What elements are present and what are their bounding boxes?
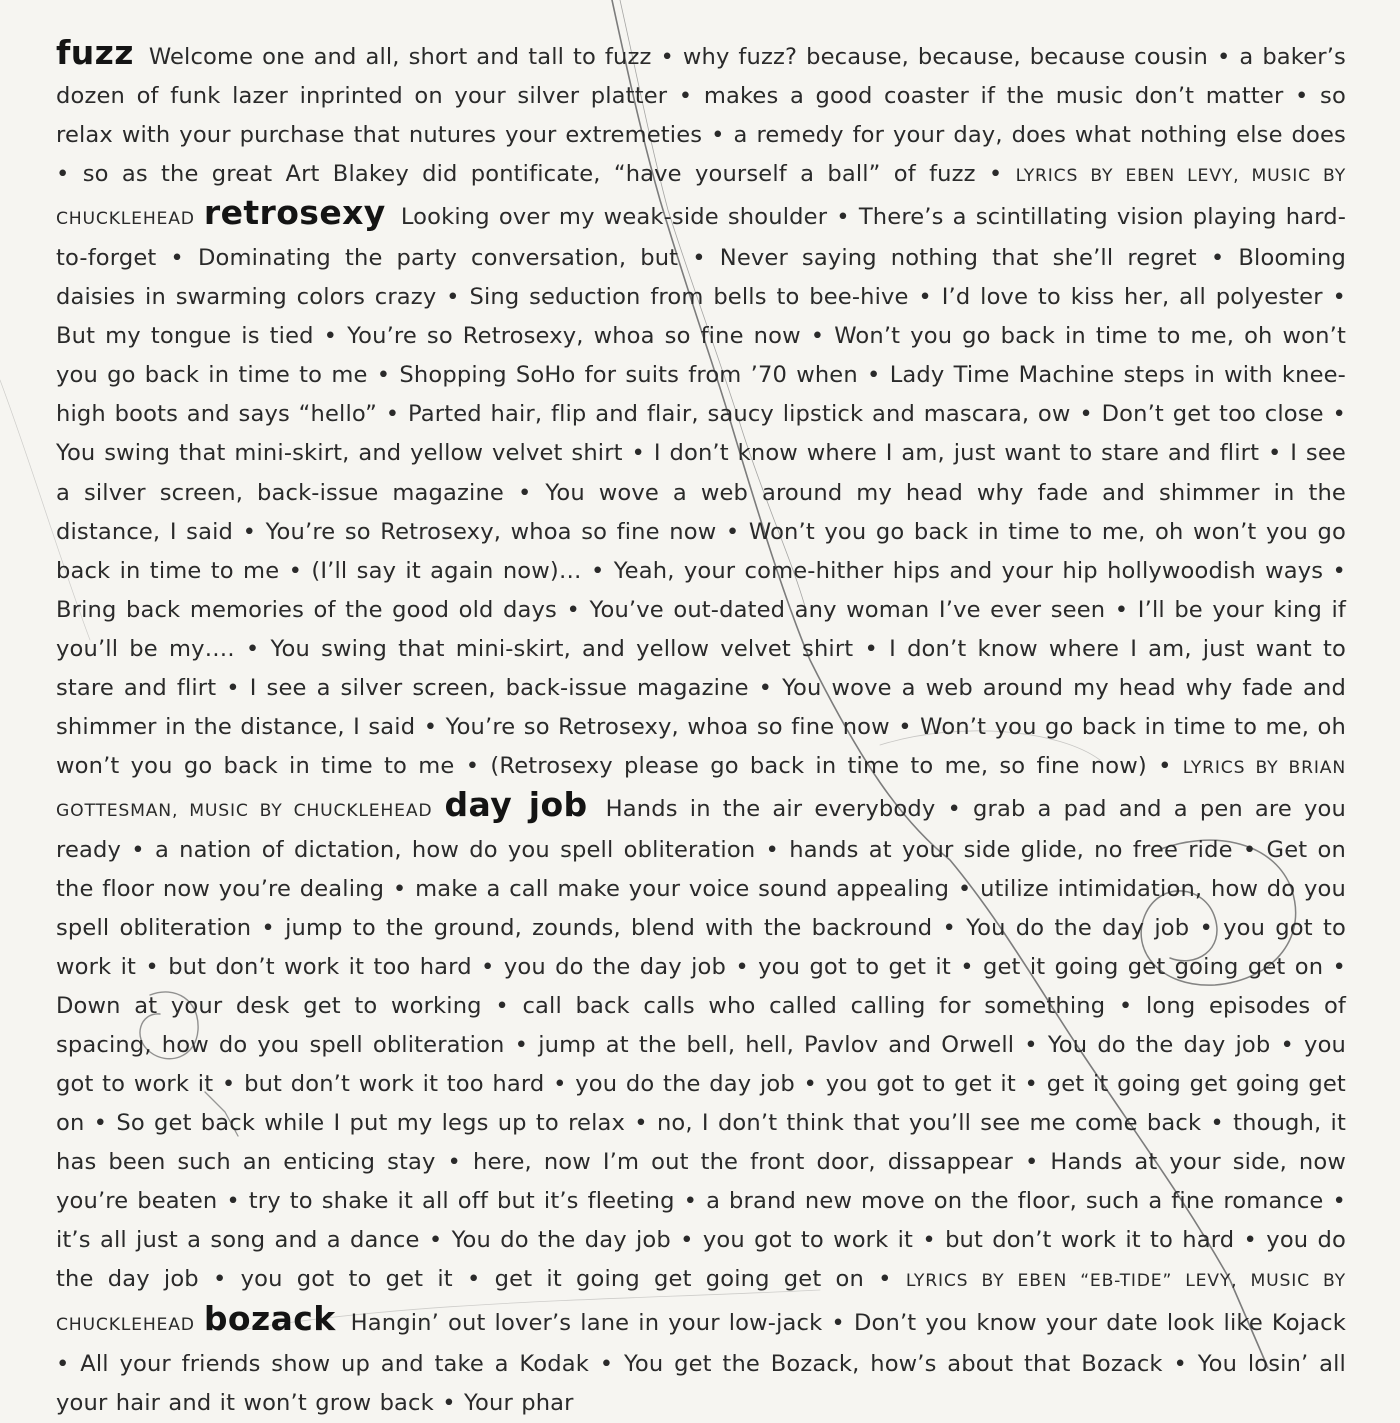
bullet-separator: • [678, 83, 693, 110]
bullet-separator: • [442, 1389, 456, 1416]
lyric-line: here, now I’m out the front door, dissappear [473, 1149, 1013, 1176]
bullet-separator: • [960, 954, 974, 981]
lyric-line: Shopping SoHo for suits from ’70 when [399, 362, 858, 389]
lyric-line: Blooming daisies in swarming colors crazy [56, 245, 1346, 311]
bullet-separator: • [1024, 1071, 1039, 1098]
lyric-line: You’re so Retrosexy, whoa so fine now [347, 323, 801, 350]
lyric-line: Bring back memories of the good old days [56, 596, 557, 623]
lyric-line: why fuzz? because, because, because cousin [682, 44, 1209, 70]
bullet-separator: • [1267, 440, 1282, 467]
bullet-separator: • [423, 713, 438, 740]
bullet-separator: • [898, 713, 912, 740]
lyric-line: a baker’s dozen of funk lazer inprinted on your silver platter [56, 44, 1346, 110]
song-title-fuzz: fuzz [56, 33, 134, 72]
lyric-line: but don’t work it to hard [945, 1227, 1235, 1254]
lyric-line: Welcome one and all, short and tall to fuzz [148, 44, 652, 70]
bullet-separator: • [1118, 993, 1133, 1020]
lyric-line: you got to work it [702, 1227, 914, 1254]
bullet-separator: • [428, 1227, 443, 1254]
lyric-line: Never saying nothing that she’ll regret [719, 245, 1197, 272]
lyric-line: Sing seduction from bells to bee-hive [469, 284, 909, 311]
lyric-line: There’s a scintillating vision playing hard-to-forget [56, 204, 1346, 272]
lyric-line: Yeah, your come-hither hips and your hip hollywoodish ways [613, 557, 1324, 584]
lyric-line: long episodes of spacing, how do you spell obliteration [56, 993, 1347, 1059]
lyric-line: You swing that mini-skirt, and yellow velvet shirt [56, 440, 623, 467]
lyric-line: you do the day job [503, 954, 727, 981]
bullet-separator: • [735, 954, 749, 981]
bullet-separator: • [131, 836, 145, 863]
bullet-separator: • [553, 1071, 567, 1098]
lyric-line: but don’t work it too hard [168, 954, 472, 981]
lyric-line: jump at the bell, hell, Pavlov and Orwell [538, 1032, 1015, 1059]
bullet-separator: • [446, 284, 460, 311]
lyric-line: though, it has been such an enticing stay [56, 1110, 1346, 1176]
lyric-line: you do the day job [575, 1071, 795, 1098]
bullet-separator: • [93, 1110, 108, 1137]
lyric-line: you got to work it [56, 1032, 1347, 1098]
bullet-separator: • [145, 954, 159, 981]
lyric-line: it’s all just a song and a dance [56, 1227, 420, 1254]
bullet-separator: • [1079, 401, 1093, 428]
bullet-separator: • [566, 596, 580, 623]
lyric-line: You do the day job [1047, 1032, 1271, 1059]
bullet-separator: • [1158, 752, 1172, 779]
bullet-separator: • [221, 1071, 236, 1098]
lyric-line: I see a silver screen, back-issue magazine [249, 674, 749, 701]
lyric-line: You do the day job [451, 1227, 671, 1254]
bullet-separator: • [392, 875, 407, 902]
lyric-line: you got to get it [240, 1266, 453, 1293]
song-title-day-job: day job [444, 784, 588, 824]
bullet-separator: • [1216, 44, 1231, 70]
lyric-line: a remedy for your day, does what nothing else does [733, 122, 1346, 149]
bullet-separator: • [465, 752, 480, 779]
lyric-line: You’re so Retrosexy, whoa so fine now [445, 713, 890, 740]
bullet-separator: • [660, 44, 674, 70]
bullet-separator: • [1024, 1032, 1038, 1059]
bullet-separator: • [1024, 1149, 1039, 1176]
bullet-separator: • [1332, 954, 1346, 981]
lyric-line: I’ll be your king if you’ll be my…. [56, 596, 1346, 662]
bullet-separator: • [864, 635, 878, 662]
bullet-separator: • [803, 1071, 818, 1098]
lyric-line: hands at your side glide, no free ride [789, 836, 1233, 863]
lyric-line: Hangin’ out lover’s lane in your low-jack [350, 1309, 823, 1336]
bullet-separator: • [922, 1227, 936, 1254]
lyric-line: I see a silver screen, back-issue magazine [56, 440, 1346, 506]
lyric-line: Don’t you know your date look like Kojack [853, 1309, 1346, 1336]
lyric-line: call back calls who called calling for something [522, 993, 1106, 1020]
song-credit: LYRICS BY EBEN “EB-TIDE” LEVY, MUSIC BY CHUCKLEHEAD [56, 1271, 1346, 1335]
bullet-separator: • [957, 875, 972, 902]
lyric-line: You wove a web around my head why fade and shimmer in the distance, I said [56, 674, 1346, 740]
bullet-separator: • [376, 362, 391, 389]
lyric-line: You swing that mini-skirt, and yellow velvet shirt [270, 635, 854, 662]
bullet-separator: • [1114, 596, 1129, 623]
lyric-line: (Retrosexy please go back in time to me, so fine now) [490, 752, 1147, 779]
bullet-separator: • [1242, 836, 1257, 863]
bullet-separator: • [683, 1188, 698, 1215]
bullet-separator: • [1294, 83, 1309, 110]
bullet-separator: • [1332, 284, 1346, 311]
bullet-separator: • [1243, 1227, 1258, 1254]
bullet-separator: • [918, 284, 932, 311]
bullet-separator: • [1199, 915, 1213, 942]
bullet-separator: • [692, 245, 706, 272]
lyric-line: grab a pad and a pen are you ready [56, 795, 1346, 863]
bullet-separator: • [170, 245, 184, 272]
lyric-line: You wove a web around my head why fade and shimmer in the distance, I said [56, 479, 1346, 545]
bullet-separator: • [226, 674, 240, 701]
bullet-separator: • [765, 836, 780, 863]
lyric-line: but don’t work it too hard [244, 1071, 545, 1098]
bullet-separator: • [867, 362, 881, 389]
lyric-line: I don’t know where I am, just want to stare and flirt [653, 440, 1260, 467]
lyric-line: a brand new move on the floor, such a fine romance [706, 1188, 1324, 1215]
lyric-line: Parted hair, flip and flair, saucy lipstick and mascara, ow [408, 401, 1071, 428]
lyric-line: you got to get it [825, 1071, 1016, 1098]
song-credit: LYRICS BY EBEN LEVY, MUSIC BY CHUCKLEHEAD [56, 166, 1347, 230]
bullet-separator: • [1332, 1188, 1346, 1215]
bullet-separator: • [514, 1032, 529, 1059]
lyric-line: you do the day job [56, 1227, 1346, 1293]
lyric-line: utilize intimidation, how do you spell obliteration [56, 875, 1346, 942]
lyric-line: jump to the ground, zounds, blend with the backround [285, 915, 933, 942]
bullet-separator: • [447, 1149, 462, 1176]
lyric-line: get it going get going get on [494, 1266, 864, 1293]
bullet-separator: • [1210, 245, 1225, 272]
bullet-separator: • [226, 1188, 240, 1215]
bullet-separator: • [947, 795, 961, 822]
bullet-separator: • [242, 518, 257, 545]
bullet-separator: • [288, 557, 303, 584]
bullet-separator: • [323, 323, 338, 350]
lyric-line: try to shake it all off but it’s fleeting [248, 1188, 675, 1215]
bullet-separator: • [466, 1266, 481, 1293]
bullet-separator: • [517, 479, 532, 506]
bullet-separator: • [711, 122, 725, 149]
lyric-line: Won’t you go back in time to me, oh won’t you go back in time to me [56, 518, 1346, 584]
lyric-line: no, I don’t think that you’ll see me come back [656, 1110, 1202, 1137]
bullet-separator: • [56, 1350, 70, 1377]
lyric-line: Won’t you go back in time to me, oh won’t you go back in time to me [56, 323, 1346, 389]
bullet-separator: • [56, 161, 70, 188]
lyric-line: I’d love to kiss her, all polyester [941, 284, 1323, 311]
bullet-separator: • [725, 518, 740, 545]
lyric-line: (I’ll say it again now)… [311, 557, 582, 584]
bullet-separator: • [680, 1227, 694, 1254]
bullet-separator: • [1332, 557, 1346, 584]
lyric-line: You’ve out-dated any woman I’ve ever seen [589, 596, 1106, 623]
lyric-line: You do the day job [966, 915, 1190, 942]
bullet-separator: • [1173, 1350, 1187, 1377]
lyric-line: Won’t you go back in time to me, oh won’t you go back in time to me [56, 713, 1346, 779]
bullet-separator: • [758, 674, 773, 701]
lyric-line: get it going get going get on [56, 1071, 1346, 1137]
lyric-line: So get back while I put my legs up to relax [116, 1110, 626, 1137]
lyric-line: Down at your desk get to working [56, 993, 482, 1020]
song-credit: LYRICS BY BRIAN GOTTESMAN, MUSIC BY CHUCKLEHEAD [56, 757, 1346, 821]
lyric-line: makes a good coaster if the music don’t matter [703, 83, 1284, 110]
lyric-line: make a call make your voice sound appealing [415, 875, 950, 902]
lyric-line: But my tongue is tied [56, 323, 314, 350]
bullet-separator: • [590, 557, 605, 584]
bullet-separator: • [942, 915, 956, 942]
song-title-retrosexy: retrosexy [203, 193, 386, 233]
bullet-separator: • [1332, 401, 1347, 428]
lyric-line: Get on the floor now you’re dealing [56, 836, 1346, 902]
lyrics-block [56, 33, 1347, 1423]
lyric-line: Dominating the party conversation, but [197, 245, 679, 272]
lyric-line: Hands at your side, now you’re beaten [56, 1149, 1347, 1215]
lyric-line: All your friends show up and take a Kodak [80, 1350, 589, 1377]
lyric-line: Hands in the air everybody [605, 795, 936, 822]
lyric-line: Lady Time Machine steps in with knee-high boots and says “hello” [56, 362, 1346, 428]
lyric-line: so as the great Art Blakey did pontificate, “have yourself a ball” of fuzz [82, 161, 976, 188]
lyric-line: a nation of dictation, how do you spell obliteration [154, 836, 756, 863]
bullet-separator: • [481, 954, 495, 981]
bullet-separator: • [599, 1350, 614, 1377]
lyric-line: Don’t get too close [1101, 401, 1324, 428]
bullet-separator: • [385, 401, 400, 428]
lyric-line: Your phar [464, 1389, 574, 1416]
song-title-bozack: bozack [203, 1298, 336, 1338]
bullet-separator: • [261, 915, 275, 942]
lyric-line: so relax with your purchase that nutures your extremeties [56, 83, 1346, 149]
bullet-separator: • [878, 1266, 892, 1293]
lyric-line: get it going get going get on [983, 954, 1324, 981]
lyric-line: I don’t know where I am, just want to stare and flirt [56, 635, 1346, 701]
bullet-separator: • [212, 1266, 227, 1293]
bullet-separator: • [810, 323, 825, 350]
bullet-separator: • [988, 161, 1003, 188]
bullet-separator: • [1280, 1032, 1294, 1059]
lyric-line: you got to work it [56, 915, 1346, 981]
bullet-separator: • [631, 440, 645, 467]
bullet-separator: • [634, 1110, 648, 1137]
lyric-line: you got to get it [758, 954, 951, 981]
lyric-line: You’re so Retrosexy, whoa so fine now [265, 518, 717, 545]
lyric-line: You losin’ all your hair and it won’t grow back [56, 1350, 1346, 1416]
bullet-separator: • [245, 635, 260, 662]
bullet-separator: • [495, 993, 509, 1020]
lyric-line: You get the Bozack, how’s about that Bozack [623, 1350, 1163, 1377]
bullet-separator: • [836, 204, 850, 231]
bullet-separator: • [831, 1309, 845, 1336]
lyric-line: Looking over my weak-side shoulder [400, 204, 828, 231]
bullet-separator: • [1210, 1110, 1224, 1137]
